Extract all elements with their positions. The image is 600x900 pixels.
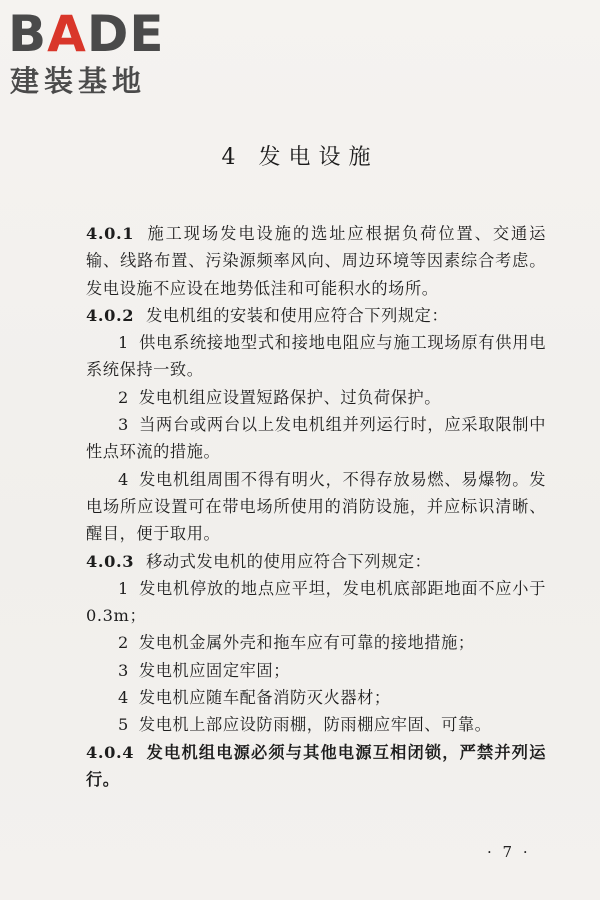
clause-text: 发电机组的安装和使用应符合下列规定： [146,305,449,325]
chapter-title [0,143,600,173]
item-number: 4 [118,469,129,489]
item-number: 3 [118,660,129,680]
clause-4-0-2 [86,302,546,329]
clause-text: 施工现场发电设施的选址应根据负荷位置、交通运输、线路布置、污染源频率风向、周边环境等因素综合考虑。发电设施不应设在地势低洼和可能积水的场所。 [86,224,546,298]
item-text: 当两台或两台以上发电机组并列运行时，应采取限制中性点环流的措施。 [86,415,546,462]
bade-logo [8,6,178,96]
clause-4-0-4 [86,739,546,794]
item-number: 3 [118,415,129,435]
clause-item [86,466,546,548]
item-number: 1 [118,578,129,598]
chapter-number: 4 [221,145,244,170]
item-text: 发电机应随车配备消防灭火器材； [138,688,391,708]
item-text: 发电机上部应设防雨棚，防雨棚应牢固、可靠。 [138,715,492,735]
clause-item [86,711,546,738]
item-number: 5 [118,715,129,735]
clause-item [86,657,546,684]
clause-item [86,629,546,656]
item-text: 发电机应固定牢固； [138,660,290,680]
logo-wordmark [8,6,165,62]
clause-number: 4.0.1 [86,224,135,243]
logo-letter-b: B [8,5,48,63]
page-number: · 7 · [487,843,531,861]
logo-letters-de: DE [86,5,165,63]
clause-item [86,411,546,466]
item-text: 供电系统接地型式和接地电阻应与施工现场原有供用电系统保持一致。 [86,333,546,380]
clause-number: 4.0.3 [86,551,135,571]
clause-item [86,684,546,711]
item-number: 1 [118,333,129,353]
item-number: 4 [118,688,129,708]
item-text: 发电机组周围不得有明火，不得存放易燃、易爆物。发电场所应设置可在带电场所使用的消防设施，并应标识清晰、醒目，便于取用。 [86,469,546,544]
clause-item [86,575,546,630]
clause-text: 发电机组电源必须与其他电源互相闭锁，严禁并列运行。 [86,742,546,789]
clause-text: 移动式发电机的使用应符合下列规定： [146,551,432,571]
clause-number: 4.0.2 [86,305,135,325]
document-body [86,220,546,793]
clause-number: 4.0.4 [86,742,135,762]
logo-subtitle: 建装基地 [10,64,147,98]
item-text: 发电机金属外壳和拖车应有可靠的接地措施； [138,633,475,653]
item-text: 发电机组应设置短路保护、过负荷保护。 [138,387,442,407]
item-text: 发电机停放的地点应平坦，发电机底部距地面不应小于0.3m； [86,578,546,626]
clause-item [86,329,546,384]
item-number: 2 [118,633,129,653]
logo-letter-a: A [47,5,87,63]
chapter-name: 发电设施 [258,145,379,170]
clause-item [86,384,546,411]
clause-4-0-1 [86,220,546,302]
clause-4-0-3 [86,548,546,575]
item-number: 2 [118,387,129,407]
